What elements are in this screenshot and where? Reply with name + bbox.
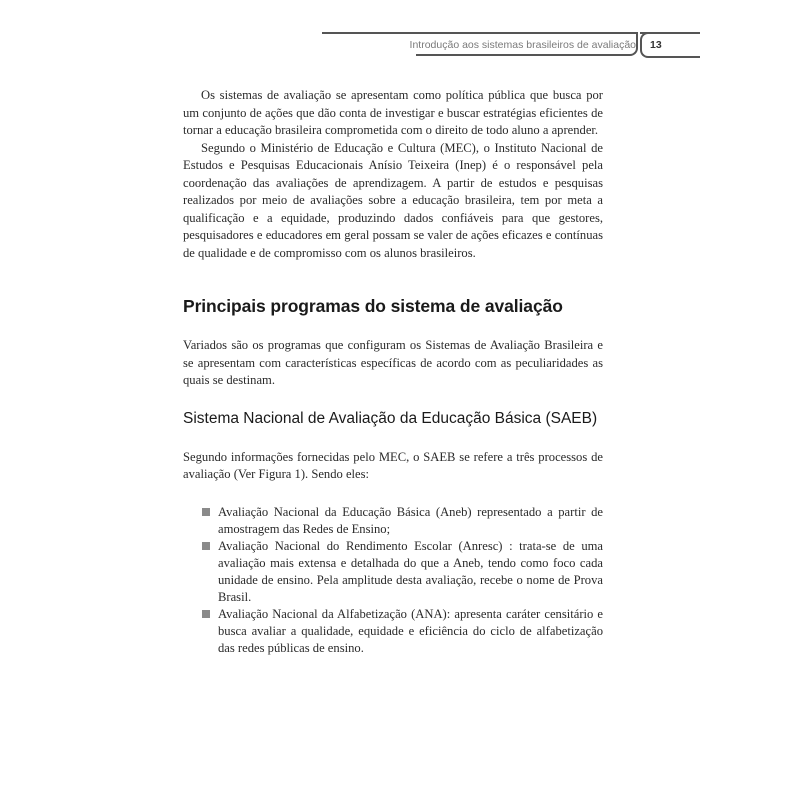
list-item-ana <box>183 606 603 657</box>
page-body <box>183 87 603 657</box>
saeb-process-list <box>183 504 603 657</box>
page-number-rule <box>640 32 700 34</box>
square-bullet-icon <box>202 508 210 516</box>
page-number: 13 <box>650 39 662 51</box>
list-item-anresc <box>183 538 603 606</box>
subsection-heading: Sistema Nacional de Avaliação da Educação Básica (SAEB) <box>183 409 598 427</box>
list-item-text: Avaliação Nacional da Alfabetização (ANA): apresenta caráter censitário e busca avaliar a qualidade, equidade e eficiência do ciclo de alfabetização das redes públicas de ensino. <box>218 606 603 655</box>
section-heading: Principais programas do sistema de avaliação <box>183 296 563 316</box>
list-item-aneb <box>183 504 603 538</box>
subsection-paragraph: Segundo informações fornecidas pelo MEC, o SAEB se refere a três processos de avaliação (Ver Figura 1). Sendo eles: <box>183 449 603 481</box>
running-title: Introdução aos sistemas brasileiros de avaliação <box>409 39 636 51</box>
page-number-frame <box>640 32 700 58</box>
running-header <box>322 32 700 58</box>
intro-paragraph-2: Segundo o Ministério de Educação e Cultura (MEC), o Instituto Nacional de Estudos e Pesquisas Educacionais Anísio Teixeira (Inep) é o responsável pela coordenação das avaliações de aprendizagem. A partir de estudos e pesquisas realizados por meio de avaliações sobre a educação brasileira, tem por meta a qualificação e a equidade, produzindo dados confiáveis para que gestores, pesquisadores e educadores em geral possam se valer de ações eficazes e contínuas de qualidade e de compromisso com os alunos brasileiros. <box>183 140 603 260</box>
section-paragraph: Variados são os programas que configuram os Sistemas de Avaliação Brasileira e se apresentam com características específicas de acordo com as peculiaridades as quais se destinam. <box>183 338 603 387</box>
square-bullet-icon <box>202 542 210 550</box>
list-item-text: Avaliação Nacional da Educação Básica (Aneb) representado a partir de amostragem das Redes de Ensino; <box>218 504 603 536</box>
square-bullet-icon <box>202 610 210 618</box>
list-item-text: Avaliação Nacional do Rendimento Escolar (Anresc) : trata-se de uma avaliação mais extensa e detalhada do que a Aneb, tendo como foco cada unidade de ensino. Pela amplitude desta avaliação, recebe o nome de Prova Brasil. <box>218 538 603 604</box>
intro-paragraph-1: Os sistemas de avaliação se apresentam como política pública que busca por um conjunto de ações que dão conta de investigar e buscar estratégias eficientes de tornar a educação brasileira comprometida com o direito de todo aluno a aprender. <box>183 88 603 137</box>
